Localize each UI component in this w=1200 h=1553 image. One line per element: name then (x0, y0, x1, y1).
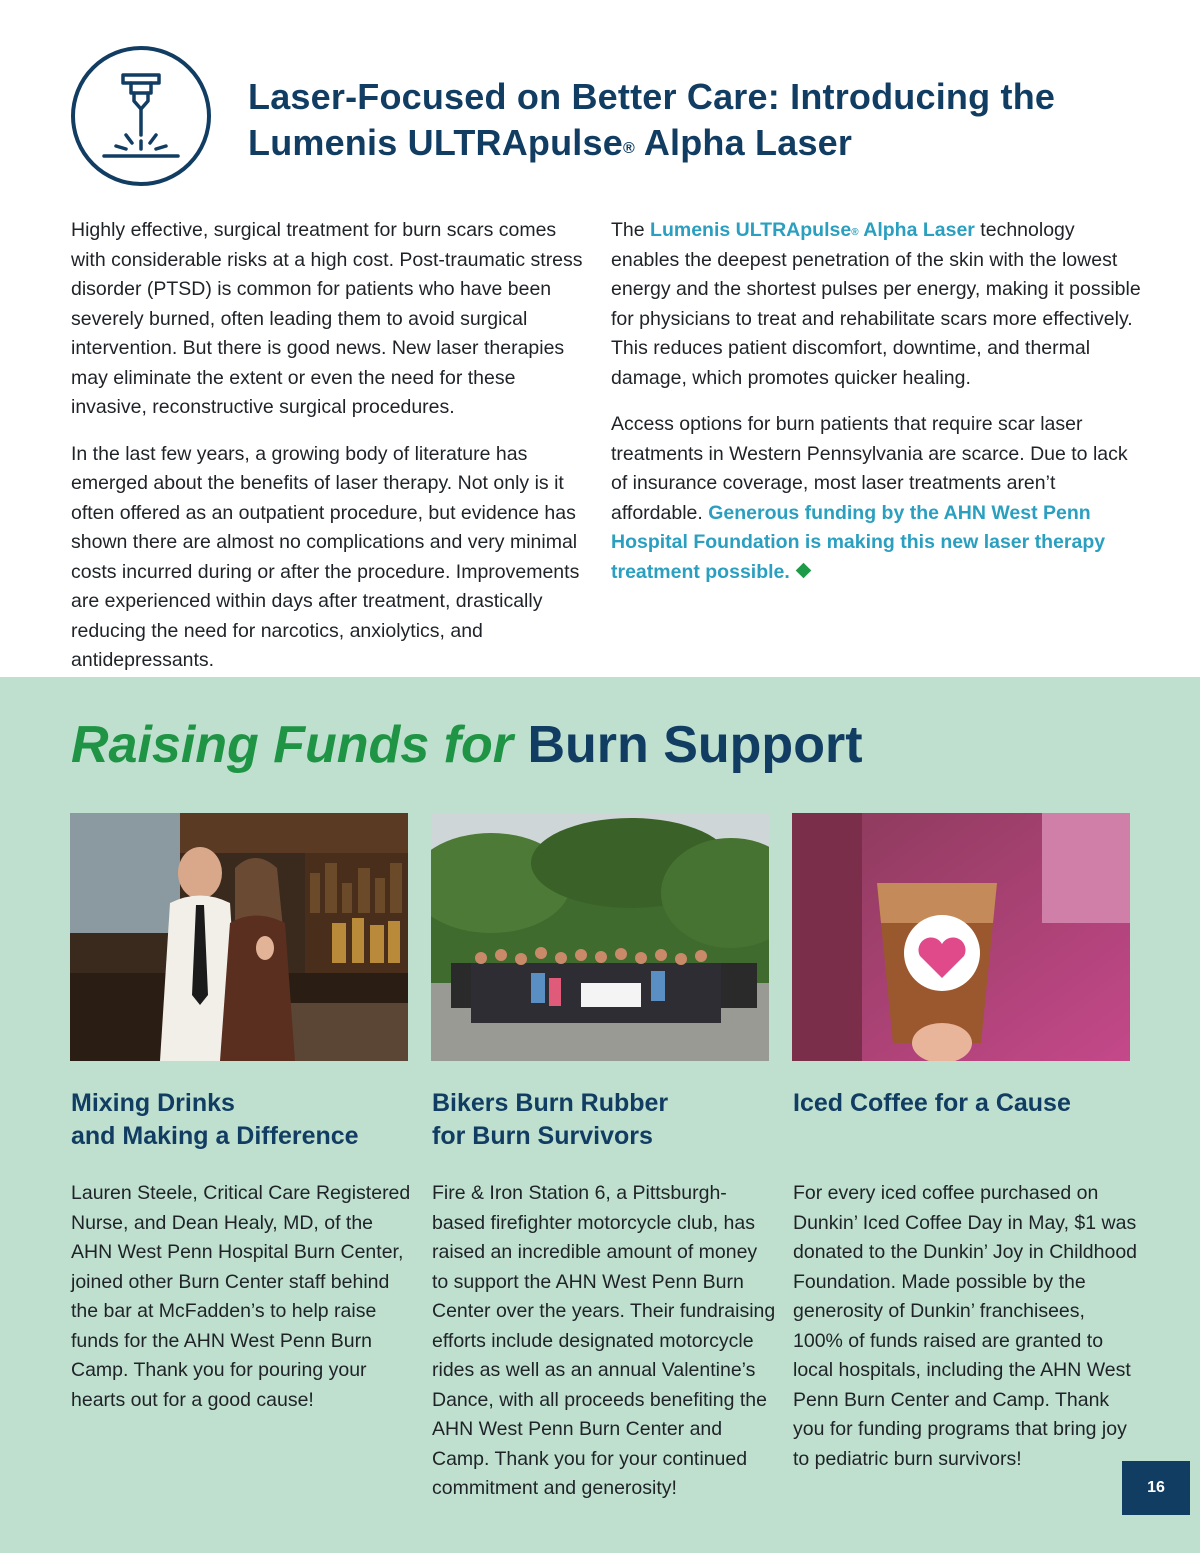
article-section (0, 0, 1200, 677)
bar-photo (70, 813, 408, 1061)
card-title-line: Bikers Burn Rubber (432, 1089, 669, 1117)
text-span: technology enables the deepest penetration of the skin with the lowest energy and the shortest pulses per energy, making it possible for physicians to treat and rehabilitate scars more effectively. This reduces patient discomfort, downtime, and thermal damage, which promotes quicker healing. (611, 219, 1141, 389)
article-paragraph: Highly effective, surgical treatment for burn scars comes with considerable risks at a high cost. Post-traumatic stress disorder (PTSD) is common for patients who have been severely burned, often leading them to avoid surgical intervention. But there is good news. New laser therapies may eliminate the extent or even the need for these invasive, reconstructive surgical procedures. (71, 219, 583, 418)
title-line-1: Laser-Focused on Better Care: Introducing the (248, 76, 1056, 117)
title-product-suffix: Alpha Laser (634, 122, 853, 163)
product-highlight (650, 219, 975, 241)
card-title-line: for Burn Survivors (432, 1122, 653, 1150)
laser-icon (70, 45, 212, 187)
registered-mark: ® (851, 227, 859, 238)
card-title-line: and Making a Difference (71, 1122, 359, 1150)
bikers-group-photo (431, 813, 769, 1061)
card-title-mixing-drinks (71, 1087, 411, 1153)
product-suffix: Alpha Laser (858, 219, 975, 241)
fundraising-section (0, 677, 1200, 1553)
article-title (248, 74, 1148, 166)
article-paragraph (611, 410, 1141, 587)
text-span: The (611, 219, 651, 241)
card-body-iced-coffee: For every iced coffee purchased on Dunkin’ Iced Coffee Day in May, $1 was donated to the Dunkin’ Joy in Childhood Foundation. Made possible by the generosity of Dunkin’ franchisees, 100% of funds raised are granted to local hospitals, including the AHN West Penn Burn Center and Camp. Thank you for funding programs that bring joy to pediatric burn survivors! (793, 1182, 1138, 1470)
article-paragraph (611, 216, 1141, 393)
registered-mark: ® (622, 140, 635, 157)
article-left-column (71, 216, 596, 693)
title-line-2 (248, 122, 852, 163)
funding-highlight: Generous funding by the AHN West Penn Hospital Foundation is making this new laser therapy treatment possible. (611, 501, 1106, 583)
card-title-iced-coffee (793, 1087, 1133, 1120)
product-name: Lumenis ULTRApulse (650, 219, 852, 241)
card-title-line: Iced Coffee for a Cause (793, 1089, 1071, 1117)
card-body-mixing-drinks: Lauren Steele, Critical Care Registered Nurse, and Dean Healy, MD, of the AHN West Penn Hospital Burn Center, joined other Burn Center staff behind the bar at McFadden’s to help raise funds for the AHN West Penn Burn Camp. Thank you for pouring your hearts out for a good cause! (71, 1182, 411, 1411)
article-paragraph: In the last few years, a growing body of literature has emerged about the benefits of laser therapy. Not only is it often offered as an outpatient procedure, but evidence has shown there are almost no complications and very minimal costs incurred during or after the procedure. Improvements are experienced within days after treatment, drastically reducing the need for narcotics, anxiolytics, and antidepressants. (71, 442, 580, 671)
article-right-column (611, 216, 1141, 604)
section-title-navy: Burn Support (527, 716, 863, 774)
section-title (71, 713, 863, 777)
title-product-name: Lumenis ULTRApulse (248, 122, 623, 163)
page-number: 16 (1122, 1461, 1190, 1515)
card-title-line: Mixing Drinks (71, 1089, 235, 1117)
iced-coffee-photo (792, 813, 1130, 1061)
end-mark-icon (796, 562, 812, 578)
section-title-green: Raising Funds for (71, 716, 513, 774)
card-body-bikers: Fire & Iron Station 6, a Pittsburgh-based firefighter motorcycle club, has raised an incredible amount of money to support the AHN West Penn Burn Center over the years. Their fundraising efforts include designated motorcycle rides as well as an annual Valentine’s Dance, with all proceeds benefiting the AHN West Penn Burn Center and Camp. Thank you for your continued commitment and generosity! (432, 1182, 776, 1499)
text-span: Access options for burn patients that require scar laser treatments in Western Pennsylvania are scarce. Due to lack of insurance coverage, most laser treatments aren’t affordable. (611, 413, 1128, 524)
card-title-bikers (432, 1087, 772, 1153)
